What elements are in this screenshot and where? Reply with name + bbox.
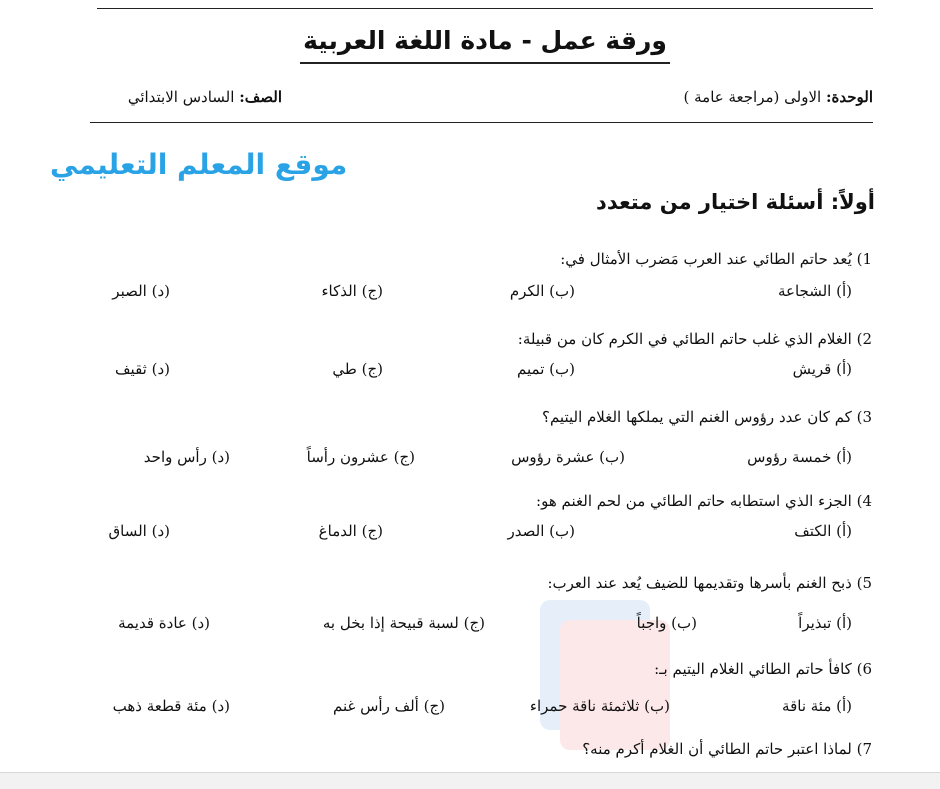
question-1: 1) يُعد حاتم الطائي عند العرب مَضرب الأمثال في:	[560, 250, 872, 268]
q5-option-b[interactable]: (ب) واجباً	[636, 614, 697, 632]
q2-option-b[interactable]: (ب) تميم	[517, 360, 575, 378]
question-7: 7) لماذا اعتبر حاتم الطائي أن الغلام أكرم منه؟	[582, 740, 872, 758]
q1-option-b[interactable]: (ب) الكرم	[509, 282, 575, 300]
viewer-bottom-bar	[0, 772, 940, 789]
meta-rule	[90, 122, 873, 123]
q4-option-a[interactable]: (أ) الكتف	[794, 522, 852, 540]
top-rule	[97, 8, 873, 9]
q4-option-d[interactable]: (د) الساق	[108, 522, 170, 540]
grade-label: الصف:	[239, 88, 282, 106]
unit-info	[684, 88, 874, 106]
unit-label: الوحدة:	[825, 88, 873, 106]
title-underline	[300, 62, 670, 64]
q3-option-a[interactable]: (أ) خمسة رؤوس	[747, 448, 852, 466]
q6-option-d[interactable]: (د) مئة قطعة ذهب	[112, 697, 230, 715]
q5-option-c[interactable]: (ج) لسبة قبيحة إذا بخل به	[322, 614, 485, 632]
q2-option-d[interactable]: (د) ثقيف	[115, 360, 170, 378]
question-5: 5) ذبح الغنم بأسرها وتقديمها للضيف يُعد عند العرب:	[547, 574, 872, 592]
site-watermark: موقع المعلم التعليمي	[50, 148, 348, 181]
question-6: 6) كافأ حاتم الطائي الغلام اليتيم بـ:	[654, 660, 872, 678]
page-title: ورقة عمل - مادة اللغة العربية	[303, 26, 667, 55]
q1-option-c[interactable]: (ج) الذكاء	[321, 282, 383, 300]
q6-option-b[interactable]: (ب) ثلاثمئة ناقة حمراء	[529, 697, 670, 715]
q3-option-c[interactable]: (ج) عشرون رأساً	[306, 448, 415, 466]
q4-option-b[interactable]: (ب) الصدر	[507, 522, 575, 540]
q1-option-a[interactable]: (أ) الشجاعة	[777, 282, 852, 300]
grade-info	[128, 88, 282, 106]
grade-value: السادس الابتدائي	[127, 88, 235, 106]
q3-option-d[interactable]: (د) رأس واحد	[143, 448, 230, 466]
q5-option-d[interactable]: (د) عادة قديمة	[118, 614, 210, 632]
question-2: 2) الغلام الذي غلب حاتم الطائي في الكرم كان من قبيلة:	[517, 330, 872, 348]
q3-option-b[interactable]: (ب) عشرة رؤوس	[511, 448, 625, 466]
unit-value: الاولى (مراجعة عامة )	[683, 88, 822, 106]
q6-option-a[interactable]: (أ) مئة ناقة	[782, 697, 852, 715]
q5-option-a[interactable]: (أ) تبذيراً	[798, 614, 852, 632]
q2-option-c[interactable]: (ج) طي	[332, 360, 383, 378]
q2-option-a[interactable]: (أ) قريش	[792, 360, 852, 378]
q6-option-c[interactable]: (ج) ألف رأس غنم	[332, 697, 445, 715]
q1-option-d[interactable]: (د) الصبر	[112, 282, 170, 300]
question-4: 4) الجزء الذي استطابه حاتم الطائي من لحم الغنم هو:	[536, 492, 872, 510]
section-title: أولاً: أسئلة اختيار من متعدد	[596, 190, 875, 214]
question-3: 3) كم كان عدد رؤوس الغنم التي يملكها الغلام اليتيم؟	[541, 408, 872, 426]
q4-option-c[interactable]: (ج) الدماغ	[318, 522, 383, 540]
